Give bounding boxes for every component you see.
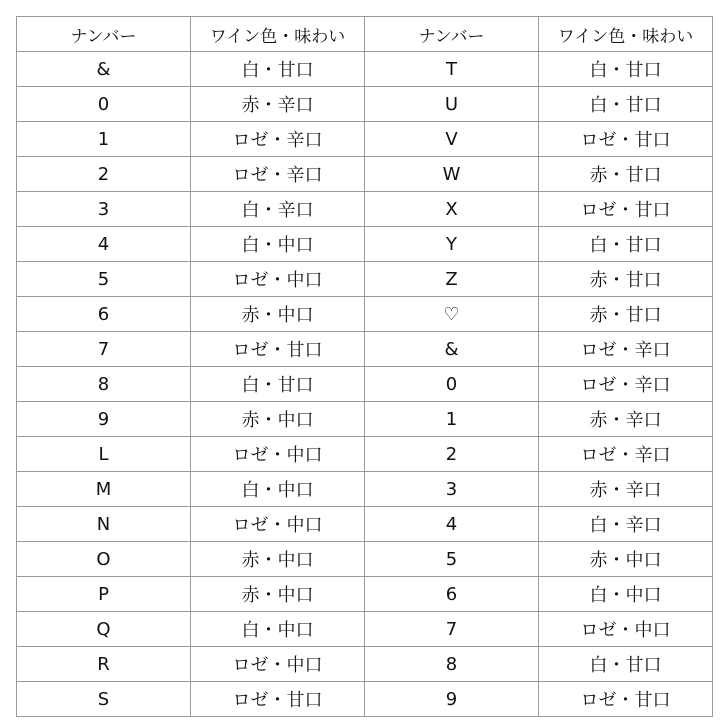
number-cell-right: 4 — [365, 507, 539, 542]
number-cell-left: 9 — [17, 402, 191, 437]
header-row — [17, 17, 713, 52]
number-cell-left: & — [17, 52, 191, 87]
table-row — [17, 612, 713, 647]
wine-taste-cell-left: 赤・中口 — [191, 297, 365, 332]
table-row — [17, 122, 713, 157]
wine-taste-cell-right: 赤・甘口 — [539, 297, 713, 332]
wine-taste-cell-left: ロゼ・中口 — [191, 262, 365, 297]
header-wine-taste-2: ワイン色・味わい — [539, 17, 713, 52]
wine-taste-cell-left: 白・辛口 — [191, 192, 365, 227]
number-cell-left: O — [17, 542, 191, 577]
table-row — [17, 472, 713, 507]
number-cell-right: W — [365, 157, 539, 192]
number-cell-right: T — [365, 52, 539, 87]
number-cell-left: R — [17, 647, 191, 682]
table-row — [17, 647, 713, 682]
header-number-2: ナンバー — [365, 17, 539, 52]
table-row — [17, 577, 713, 612]
wine-taste-cell-left: ロゼ・辛口 — [191, 122, 365, 157]
wine-taste-cell-right: ロゼ・辛口 — [539, 437, 713, 472]
table-row — [17, 297, 713, 332]
wine-taste-cell-left: ロゼ・中口 — [191, 647, 365, 682]
table-row — [17, 367, 713, 402]
number-cell-left: 7 — [17, 332, 191, 367]
wine-taste-cell-left: ロゼ・中口 — [191, 437, 365, 472]
number-cell-right: 3 — [365, 472, 539, 507]
number-cell-right: 0 — [365, 367, 539, 402]
wine-taste-cell-right: 赤・辛口 — [539, 402, 713, 437]
table-row — [17, 262, 713, 297]
number-cell-left: P — [17, 577, 191, 612]
table-row — [17, 87, 713, 122]
number-cell-right: 9 — [365, 682, 539, 717]
number-cell-right: V — [365, 122, 539, 157]
wine-taste-cell-right: 白・甘口 — [539, 227, 713, 262]
number-cell-right: 8 — [365, 647, 539, 682]
table-body — [17, 52, 713, 717]
wine-taste-cell-right: ロゼ・甘口 — [539, 192, 713, 227]
wine-taste-cell-left: 白・中口 — [191, 472, 365, 507]
table-row — [17, 192, 713, 227]
table-row — [17, 507, 713, 542]
wine-taste-cell-right: 白・甘口 — [539, 52, 713, 87]
table-row — [17, 157, 713, 192]
wine-taste-cell-left: ロゼ・甘口 — [191, 332, 365, 367]
wine-taste-cell-left: 白・甘口 — [191, 367, 365, 402]
number-cell-left: M — [17, 472, 191, 507]
number-cell-left: 3 — [17, 192, 191, 227]
number-cell-left: 0 — [17, 87, 191, 122]
table-row — [17, 227, 713, 262]
wine-taste-cell-right: 白・辛口 — [539, 507, 713, 542]
table-row — [17, 402, 713, 437]
wine-taste-cell-left: 赤・中口 — [191, 402, 365, 437]
table-row — [17, 52, 713, 87]
wine-taste-cell-right: 白・甘口 — [539, 647, 713, 682]
table-row — [17, 542, 713, 577]
wine-taste-cell-left: ロゼ・中口 — [191, 507, 365, 542]
wine-taste-cell-right: 赤・辛口 — [539, 472, 713, 507]
number-cell-left: 5 — [17, 262, 191, 297]
number-cell-right: Y — [365, 227, 539, 262]
wine-taste-cell-left: 赤・中口 — [191, 577, 365, 612]
number-cell-left: S — [17, 682, 191, 717]
number-cell-right: Z — [365, 262, 539, 297]
wine-taste-cell-right: ロゼ・中口 — [539, 612, 713, 647]
wine-taste-cell-left: 白・中口 — [191, 227, 365, 262]
number-cell-left: 2 — [17, 157, 191, 192]
number-cell-right: 2 — [365, 437, 539, 472]
number-cell-left: Q — [17, 612, 191, 647]
wine-taste-cell-right: 赤・甘口 — [539, 157, 713, 192]
number-cell-right: ♡ — [365, 297, 539, 332]
number-cell-right: X — [365, 192, 539, 227]
wine-taste-cell-right: 赤・中口 — [539, 542, 713, 577]
number-cell-right: U — [365, 87, 539, 122]
wine-taste-cell-left: 白・中口 — [191, 612, 365, 647]
number-cell-left: 8 — [17, 367, 191, 402]
wine-taste-cell-left: 白・甘口 — [191, 52, 365, 87]
wine-taste-cell-left: 赤・中口 — [191, 542, 365, 577]
wine-number-table — [16, 16, 713, 717]
wine-taste-cell-right: ロゼ・甘口 — [539, 122, 713, 157]
number-cell-right: & — [365, 332, 539, 367]
header-wine-taste-1: ワイン色・味わい — [191, 17, 365, 52]
number-cell-right: 1 — [365, 402, 539, 437]
wine-taste-cell-left: ロゼ・辛口 — [191, 157, 365, 192]
number-cell-left: 4 — [17, 227, 191, 262]
wine-taste-cell-left: 赤・辛口 — [191, 87, 365, 122]
number-cell-right: 5 — [365, 542, 539, 577]
number-cell-left: L — [17, 437, 191, 472]
wine-taste-cell-right: ロゼ・甘口 — [539, 682, 713, 717]
number-cell-right: 6 — [365, 577, 539, 612]
wine-taste-cell-right: ロゼ・辛口 — [539, 367, 713, 402]
wine-taste-cell-right: 白・中口 — [539, 577, 713, 612]
number-cell-left: N — [17, 507, 191, 542]
header-number-1: ナンバー — [17, 17, 191, 52]
table-row — [17, 682, 713, 717]
number-cell-right: 7 — [365, 612, 539, 647]
table-row — [17, 437, 713, 472]
wine-taste-cell-right: 白・甘口 — [539, 87, 713, 122]
number-cell-left: 6 — [17, 297, 191, 332]
table-row — [17, 332, 713, 367]
number-cell-left: 1 — [17, 122, 191, 157]
wine-taste-cell-right: ロゼ・辛口 — [539, 332, 713, 367]
wine-taste-cell-left: ロゼ・甘口 — [191, 682, 365, 717]
wine-taste-cell-right: 赤・甘口 — [539, 262, 713, 297]
